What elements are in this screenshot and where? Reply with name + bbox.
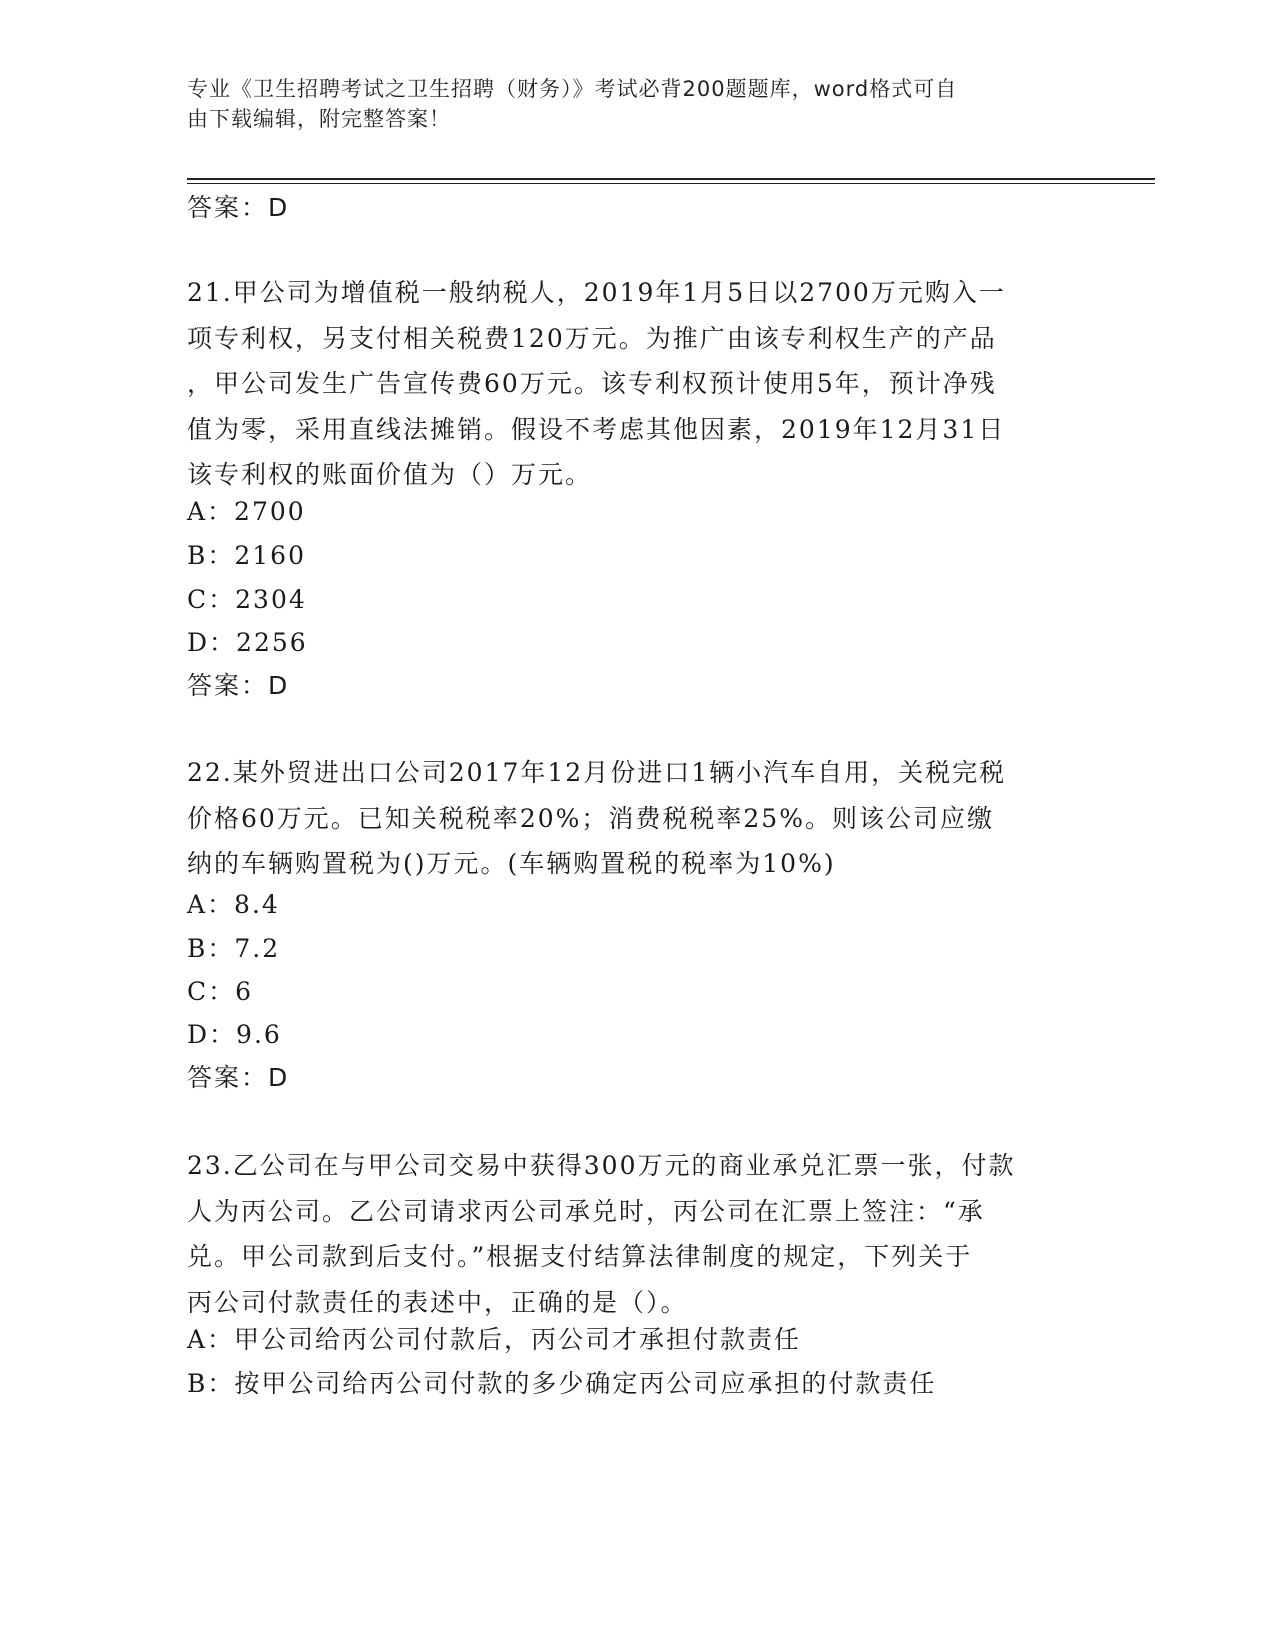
header-line-1: 专业《卫生招聘考试之卫生招聘（财务）》考试必背200题题库，word格式可自 bbox=[187, 77, 958, 101]
header-divider-thick bbox=[187, 178, 1155, 180]
header-divider-thin bbox=[187, 183, 1155, 184]
answer-q21: 答案：D bbox=[187, 671, 290, 700]
question-23-line: 兑。甲公司款到后支付。”根据支付结算法律制度的规定，下列关于 bbox=[187, 1242, 973, 1271]
question-23-line: 丙公司付款责任的表述中，正确的是（）。 bbox=[187, 1287, 688, 1317]
q22-option-d: D：9.6 bbox=[187, 1020, 282, 1049]
question-23-line: 人为丙公司。乙公司请求丙公司承兑时，丙公司在汇票上签注：“承 bbox=[187, 1196, 985, 1226]
answer-q20: 答案：D bbox=[187, 193, 290, 222]
q22-option-b: B：7.2 bbox=[187, 934, 281, 963]
q21-option-d: D：2256 bbox=[187, 628, 308, 657]
q21-option-a: A：2700 bbox=[187, 497, 306, 526]
q22-option-c: C：6 bbox=[187, 977, 254, 1006]
header-line-2: 由下载编辑，附完整答案！ bbox=[187, 107, 451, 131]
question-22-line: 纳的车辆购置税为()万元。(车辆购置税的税率为10%) bbox=[187, 849, 836, 878]
question-23-line: 23.乙公司在与甲公司交易中获得300万元的商业承兑汇票一张，付款 bbox=[187, 1151, 1016, 1180]
document-header bbox=[187, 74, 1067, 134]
answer-q22: 答案：D bbox=[187, 1063, 290, 1092]
question-22-line: 价格60万元。已知关税税率20%；消费税税率25%。则该公司应缴 bbox=[187, 803, 994, 833]
question-21-line: ，甲公司发生广告宣传费60万元。该专利权预计使用5年，预计净残 bbox=[187, 369, 997, 398]
q21-option-b: B：2160 bbox=[187, 541, 306, 570]
question-21-line: 项专利权，另支付相关税费120万元。为推广由该专利权生产的产品 bbox=[187, 323, 997, 353]
question-23 bbox=[187, 1143, 1067, 1325]
q22-option-a: A：8.4 bbox=[187, 890, 280, 919]
question-22-line: 22.某外贸进出口公司2017年12月份进口1辆小汽车自用，关税完税 bbox=[187, 758, 1007, 787]
q21-option-c: C：2304 bbox=[187, 585, 307, 614]
question-21-line: 21.甲公司为增值税一般纳税人，2019年1月5日以2700万元购入一 bbox=[187, 278, 1006, 307]
question-21-line: 该专利权的账面价值为（）万元。 bbox=[187, 460, 593, 489]
q23-option-b: B：按甲公司给丙公司付款的多少确定丙公司应承担的付款责任 bbox=[187, 1369, 937, 1398]
question-21-line: 值为零，采用直线法摊销。假设不考虑其他因素，2019年12月31日 bbox=[187, 414, 1006, 444]
q23-option-a: A：甲公司给丙公司付款后，丙公司才承担付款责任 bbox=[187, 1325, 802, 1354]
question-21 bbox=[187, 270, 1067, 498]
question-22 bbox=[187, 750, 1067, 887]
